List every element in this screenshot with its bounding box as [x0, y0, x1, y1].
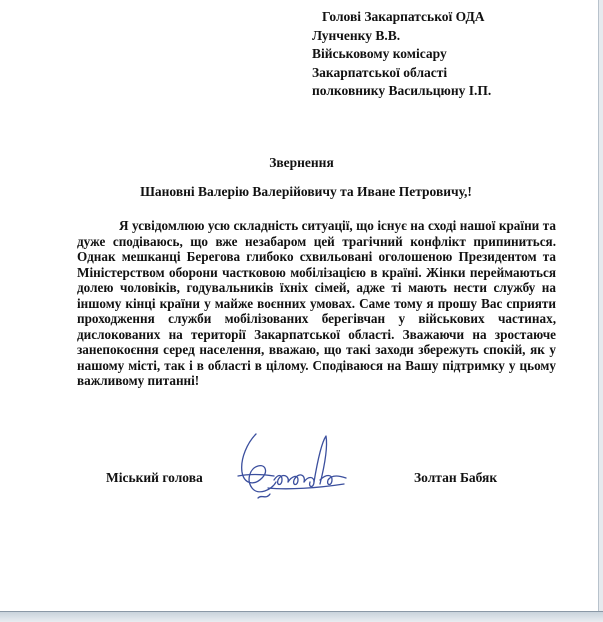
viewer-bottom-bar	[0, 611, 603, 622]
addressee-block	[312, 8, 491, 101]
salutation: Шановні Валерію Валерійовичу та Иване Петровичу,!	[140, 184, 472, 199]
addressee-line: полковнику Васильцюну І.П.	[312, 83, 492, 99]
letter-body: Я усвідомлюю усю складність ситуації, що існує на сході нашої країни та дуже сподіваюсь, що вже незабаром цей трагічний конфлікт припиниться. Однак мешканці Берегова глибоко схвильовані оголошеною Президентом та Міністерством оборони частковою мобілізацією в країні. Жінки переймаються долею чоловіків, годувальників їхніх сімей, адже ті мають нести службу на іншому кінці країни у майже воєнних умовах. Саме тому я прошу Вас сприяти проходження служби мобілізованих берегівчан у військових частинах, дислокованих на території Закарпатської області. Зважаючи на зростаюче занепокоєння серед населення, вважаю, що такі заходи збережуть спокій, як у нашому місті, так і в області в цілому. Сподіваюся на Вашу підтримку у цьому важливому питанні!	[77, 218, 556, 389]
addressee-line: Військовому комісару	[312, 46, 447, 62]
signatory-name: Золтан Бабяк	[414, 470, 498, 485]
addressee-line: Лунченку В.В.	[312, 27, 401, 43]
window-edge	[598, 0, 603, 611]
signatory-title: Міський голова	[106, 470, 203, 485]
addressee-line: Закарпатської області	[312, 64, 448, 80]
addressee-line: Голові Закарпатської ОДА	[322, 9, 485, 24]
letter-title: Звернення	[269, 155, 334, 170]
handwritten-signature	[228, 428, 358, 510]
